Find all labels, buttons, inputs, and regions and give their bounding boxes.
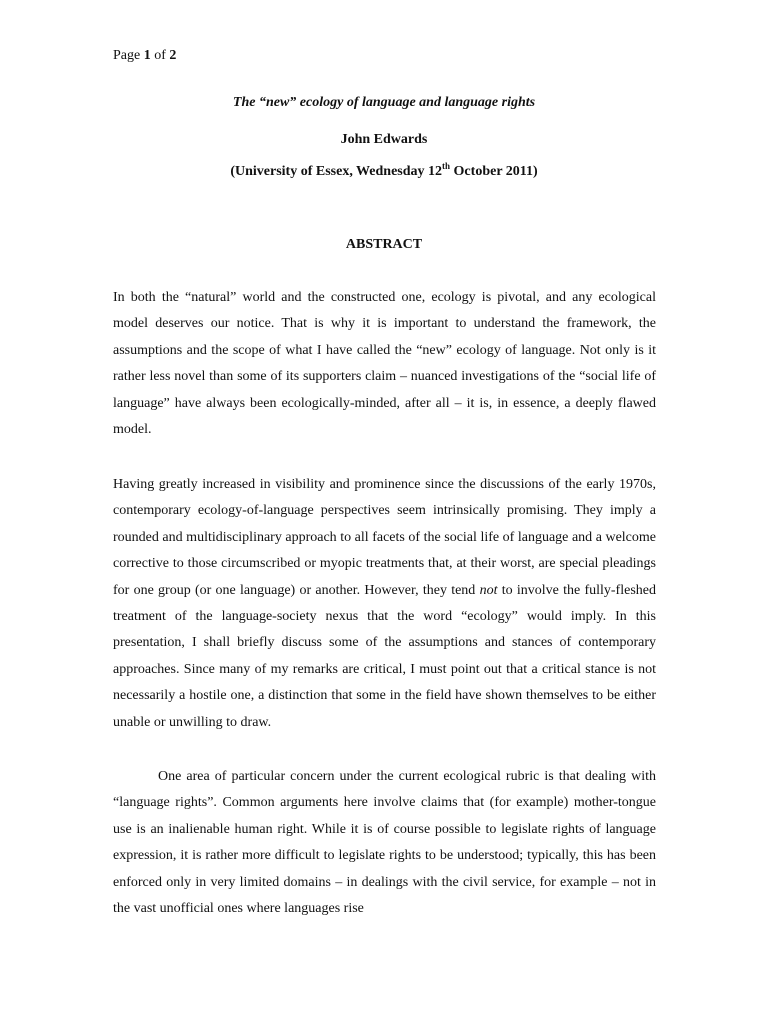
paragraph-2-text-before: Having greatly increased in visibility and prominence since the discussions of the early 1970s, contemporary ecology-of-language perspectives seem intrinsically promising. They imply a rounded and multidisciplinary approach to all facets of the social life of language and a welcome corrective to those circumscribed or myopic treatments that, at their worst, are special pleadings for one group (or one language) or another. However, they tend xyxy=(113,477,656,598)
page-label: Page xyxy=(113,48,141,63)
abstract-heading: ABSTRACT xyxy=(345,237,423,252)
abstract-paragraph-2 xyxy=(113,472,656,736)
venue-prefix: (University of Essex, Wednesday 12 xyxy=(230,164,443,179)
page-of: of xyxy=(154,48,166,63)
paragraph-2-text-after: to involve the fully-fleshed treatment of the language-society nexus that the word “ecology” would imply. In this presentation, I shall briefly discuss some of the assumptions and stances of contemporary approaches. Since many of my remarks are critical, I must point out that a critical stance is not necessarily a hostile one, a distinction that some in the field have shown themselves to be either unable or unwilling to draw. xyxy=(113,582,656,730)
author-name: John Edwards xyxy=(340,132,428,147)
page-total: 2 xyxy=(169,48,177,63)
venue-superscript: th xyxy=(442,161,451,171)
page-number xyxy=(113,47,176,65)
venue-line xyxy=(0,163,768,181)
document-title: The “new” ecology of language and language rights xyxy=(232,95,536,110)
page-current: 1 xyxy=(143,48,151,63)
abstract-paragraph-1: In both the “natural” world and the constructed one, ecology is pivotal, and any ecological model deserves our notice. That is why it is important to understand the framework, the assumptions and the scope of what I have called the “new” ecology of language. Not only is it rather less novel than some of its supporters claim – nuanced investigations of the “social life of language” have always been ecologically-minded, after all – it is, in essence, a deeply flawed model. xyxy=(113,290,656,438)
venue-suffix: October 2011) xyxy=(450,164,538,179)
abstract-paragraph-3: One area of particular concern under the current ecological rubric is that dealing with “language rights”. Common arguments here involve claims that (for example) mother-tongue use is an inalienable human right. While it is of course possible to legislate rights of language expression, it is rather more difficult to legislate rights to be understood; typically, this has been enforced only in very limited domains – in dealings with the civil service, for example – not in the vast unofficial ones where languages rise xyxy=(113,769,656,917)
paragraph-2-emphasis: not xyxy=(479,582,498,598)
